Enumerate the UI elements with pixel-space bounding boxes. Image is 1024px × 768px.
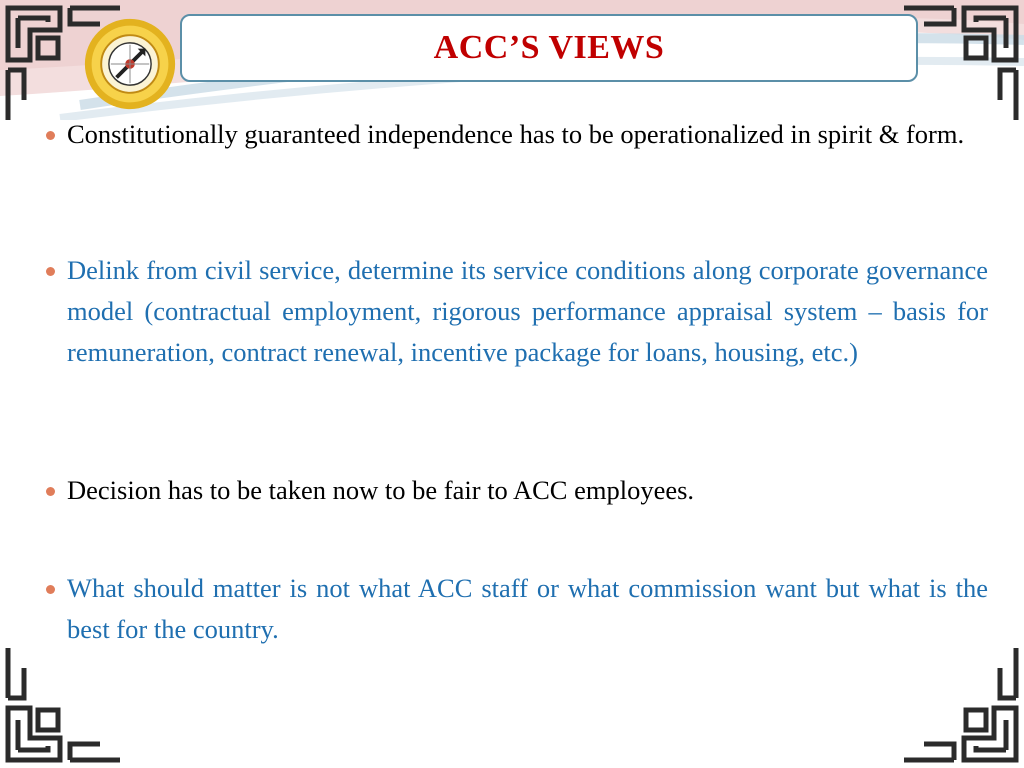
- list-item: [46, 470, 988, 511]
- bullet-text: Constitutionally guaranteed independence has to be operationalized in spirit & form.: [67, 119, 965, 149]
- bullet-dot-icon: [46, 585, 55, 594]
- bullet-text: Decision has to be taken now to be fair to ACC employees.: [67, 475, 695, 505]
- title-box: [180, 14, 918, 82]
- bullet-dot-icon: [46, 487, 55, 496]
- bullet-dot-icon: [46, 131, 55, 140]
- list-item: [46, 568, 988, 650]
- corner-ornament-icon: [0, 638, 130, 768]
- bullet-text: Delink from civil service, determine its service conditions along corporate governance model (contractual employment, rigorous performance appraisal system – basis for remuneration, contract renewal, incentive package for loans, housing, etc.): [67, 255, 988, 367]
- bullet-text: What should matter is not what ACC staff or what commission want but what is the best for the country.: [67, 573, 988, 644]
- bullet-dot-icon: [46, 267, 55, 276]
- slide-title: ACC’S VIEWS: [433, 29, 665, 66]
- list-item: [46, 250, 988, 373]
- corner-ornament-icon: [894, 638, 1024, 768]
- emblem-logo-icon: [82, 16, 178, 112]
- list-item: [46, 114, 988, 155]
